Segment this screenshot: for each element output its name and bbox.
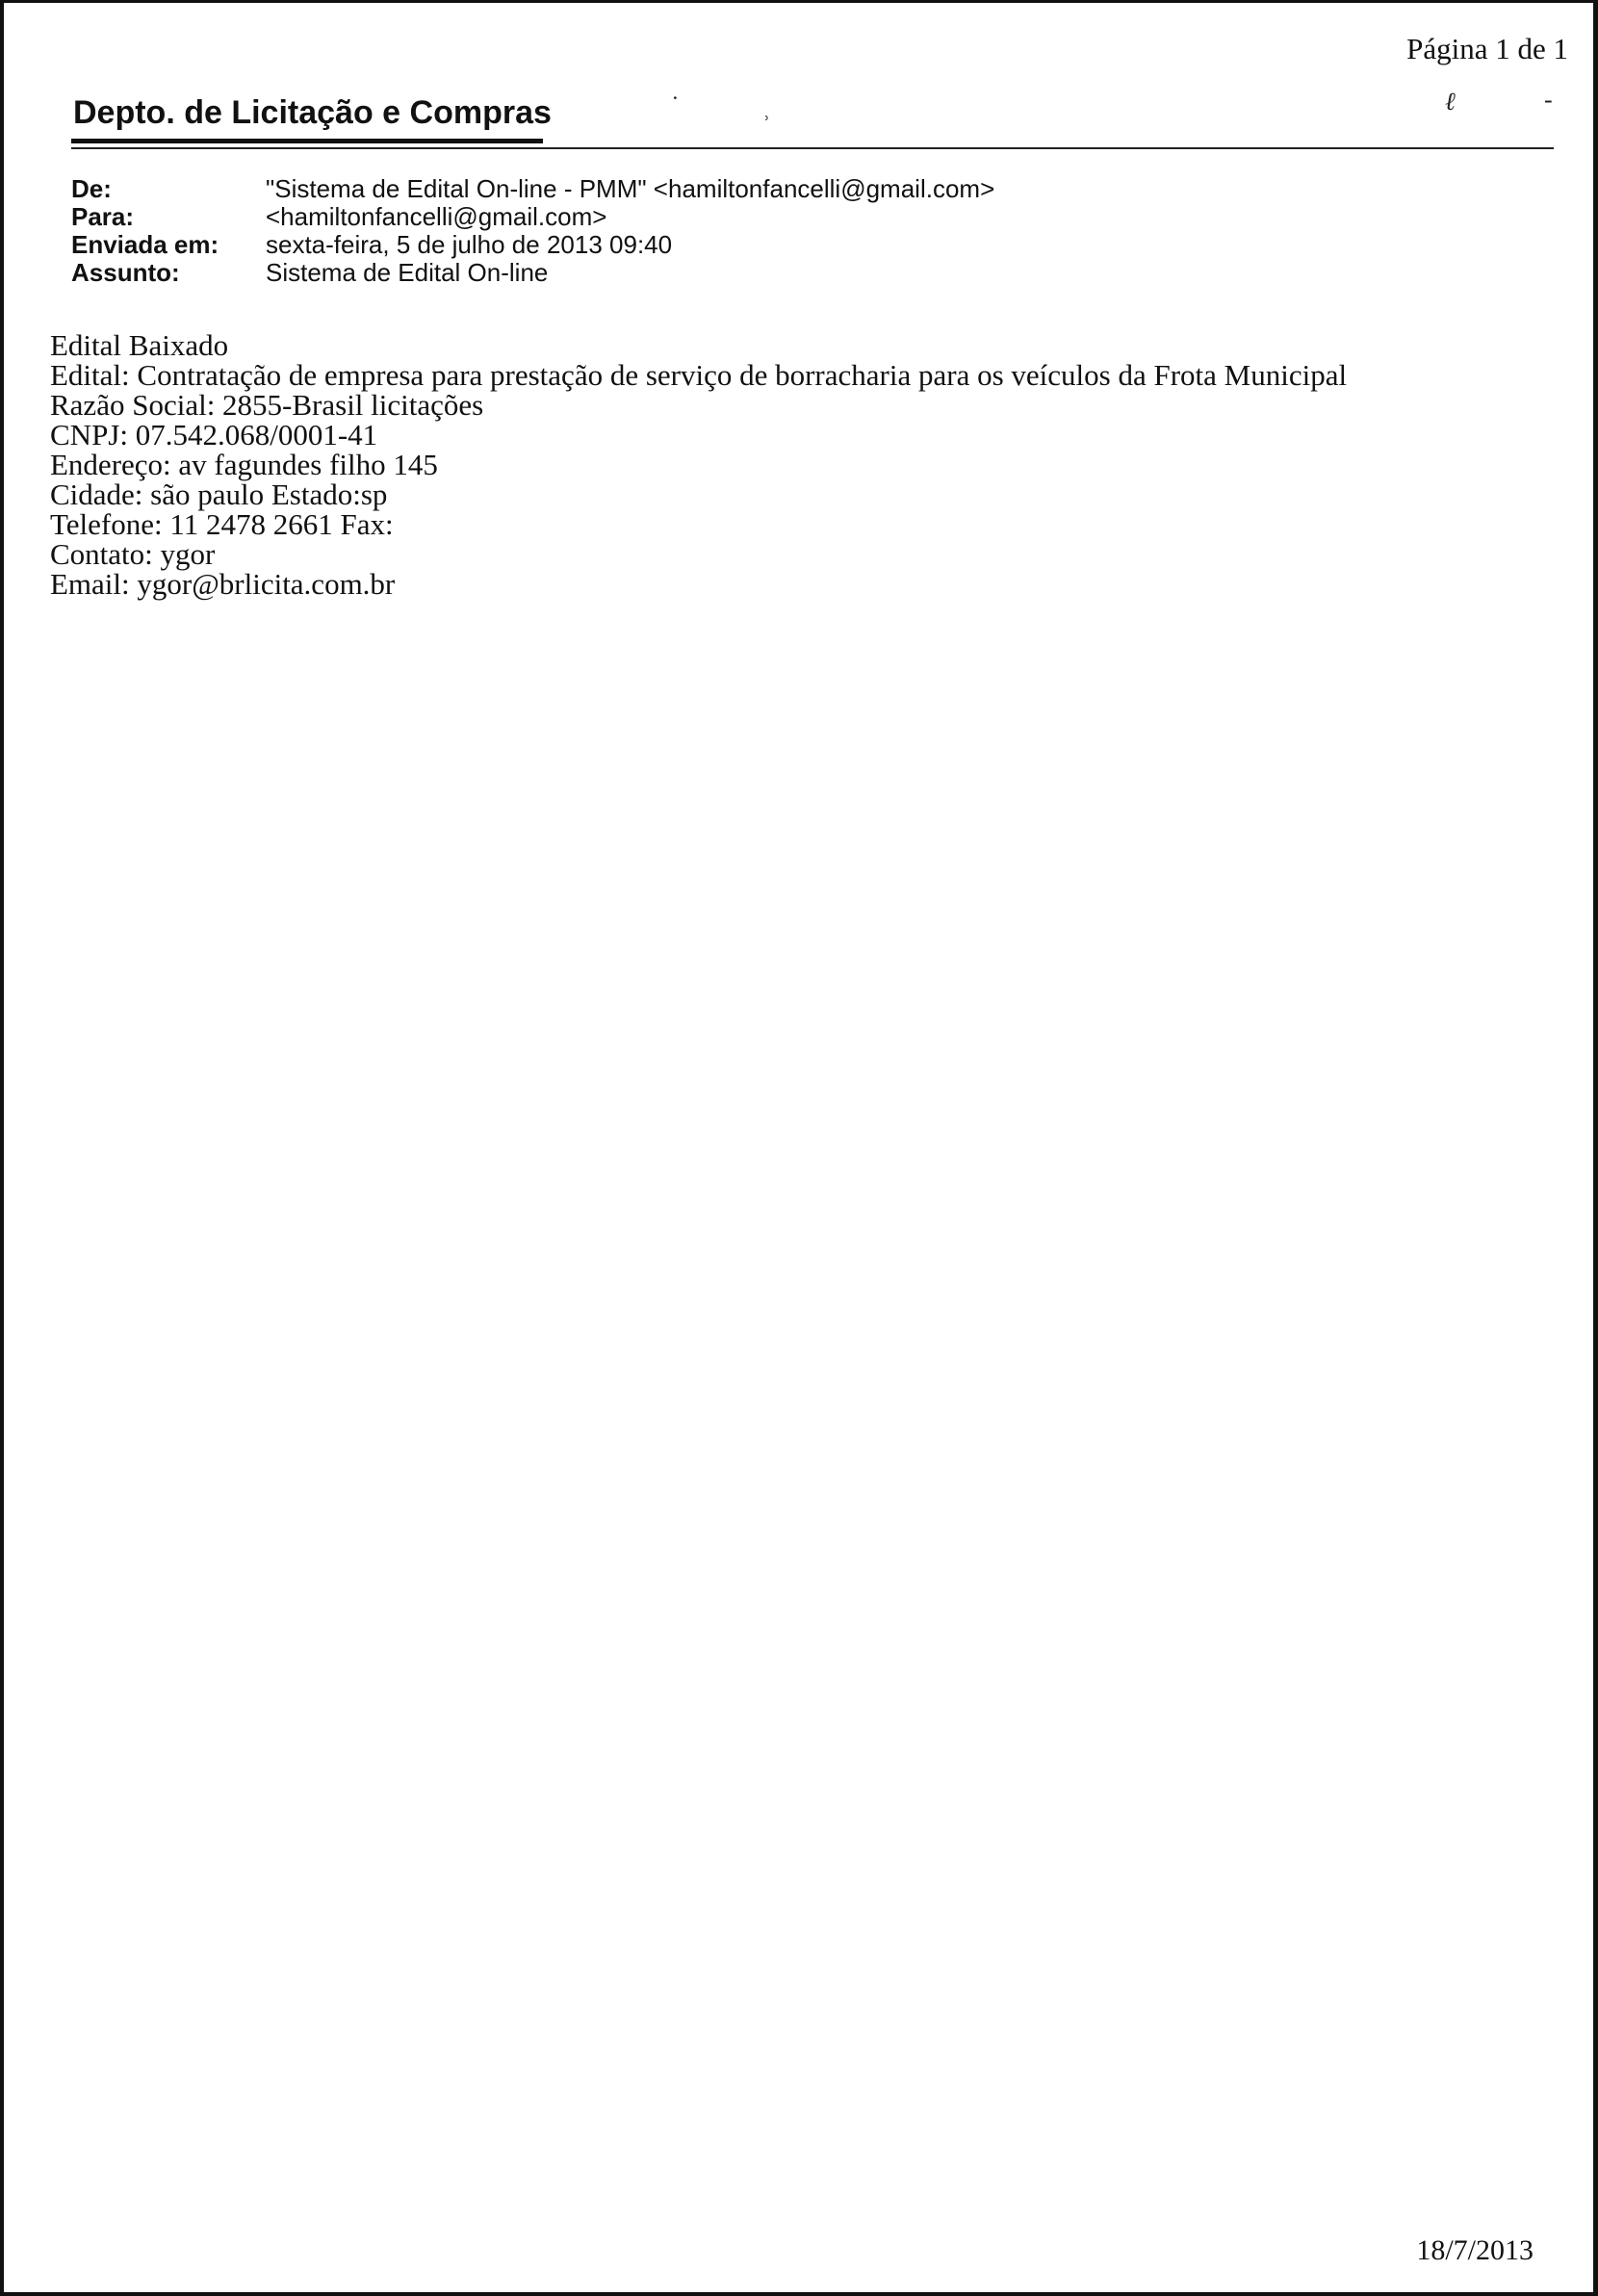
to-row: [71, 204, 994, 232]
from-value: "Sistema de Edital On-line - PMM" <hamiltonfancelli@gmail.com>: [266, 174, 995, 203]
body-line-contato: Contato: ygor: [50, 537, 216, 571]
scan-speck: ˒: [762, 99, 771, 127]
body-line-status: Edital Baixado: [50, 328, 229, 362]
page-number: Página 1 de 1: [1406, 32, 1568, 65]
header-divider: [71, 147, 1554, 149]
header-underline: [71, 139, 543, 143]
email-header-block: [71, 176, 994, 288]
subject-label: Assunto:: [71, 258, 180, 287]
body-line-cidade: Cidade: são paulo Estado:sp: [50, 477, 388, 511]
body-line-razao-social: Razão Social: 2855-Brasil licitações: [50, 388, 484, 422]
to-value: <hamiltonfancelli@gmail.com>: [266, 202, 607, 231]
header-title: Depto. de Licitação e Compras: [73, 94, 552, 131]
subject-row: [71, 260, 994, 288]
body-line-telefone: Telefone: 11 2478 2661 Fax:: [50, 507, 394, 541]
body-line-email: Email: ygor@brlicita.com.br: [50, 567, 396, 601]
from-row: [71, 176, 994, 204]
body-line-edital: Edital: Contratação de empresa para prestação de serviço de borracharia para os veículos da Frota Municipal: [50, 358, 1348, 392]
from-label: De:: [71, 174, 112, 203]
to-label: Para:: [71, 202, 135, 231]
scan-speck: ˙: [671, 91, 680, 119]
footer-date: 18/7/2013: [1416, 2234, 1534, 2266]
sent-row: [71, 232, 994, 260]
email-body: [50, 330, 1552, 599]
scan-speck: ℓ: [1445, 88, 1456, 116]
body-line-cnpj: CNPJ: 07.542.068/0001-41: [50, 418, 378, 451]
scan-speck: -: [1544, 86, 1553, 114]
sent-value: sexta-feira, 5 de julho de 2013 09:40: [266, 230, 673, 259]
body-line-endereco: Endereço: av fagundes filho 145: [50, 448, 438, 481]
subject-value: Sistema de Edital On-line: [266, 258, 549, 287]
sent-label: Enviada em:: [71, 230, 219, 259]
